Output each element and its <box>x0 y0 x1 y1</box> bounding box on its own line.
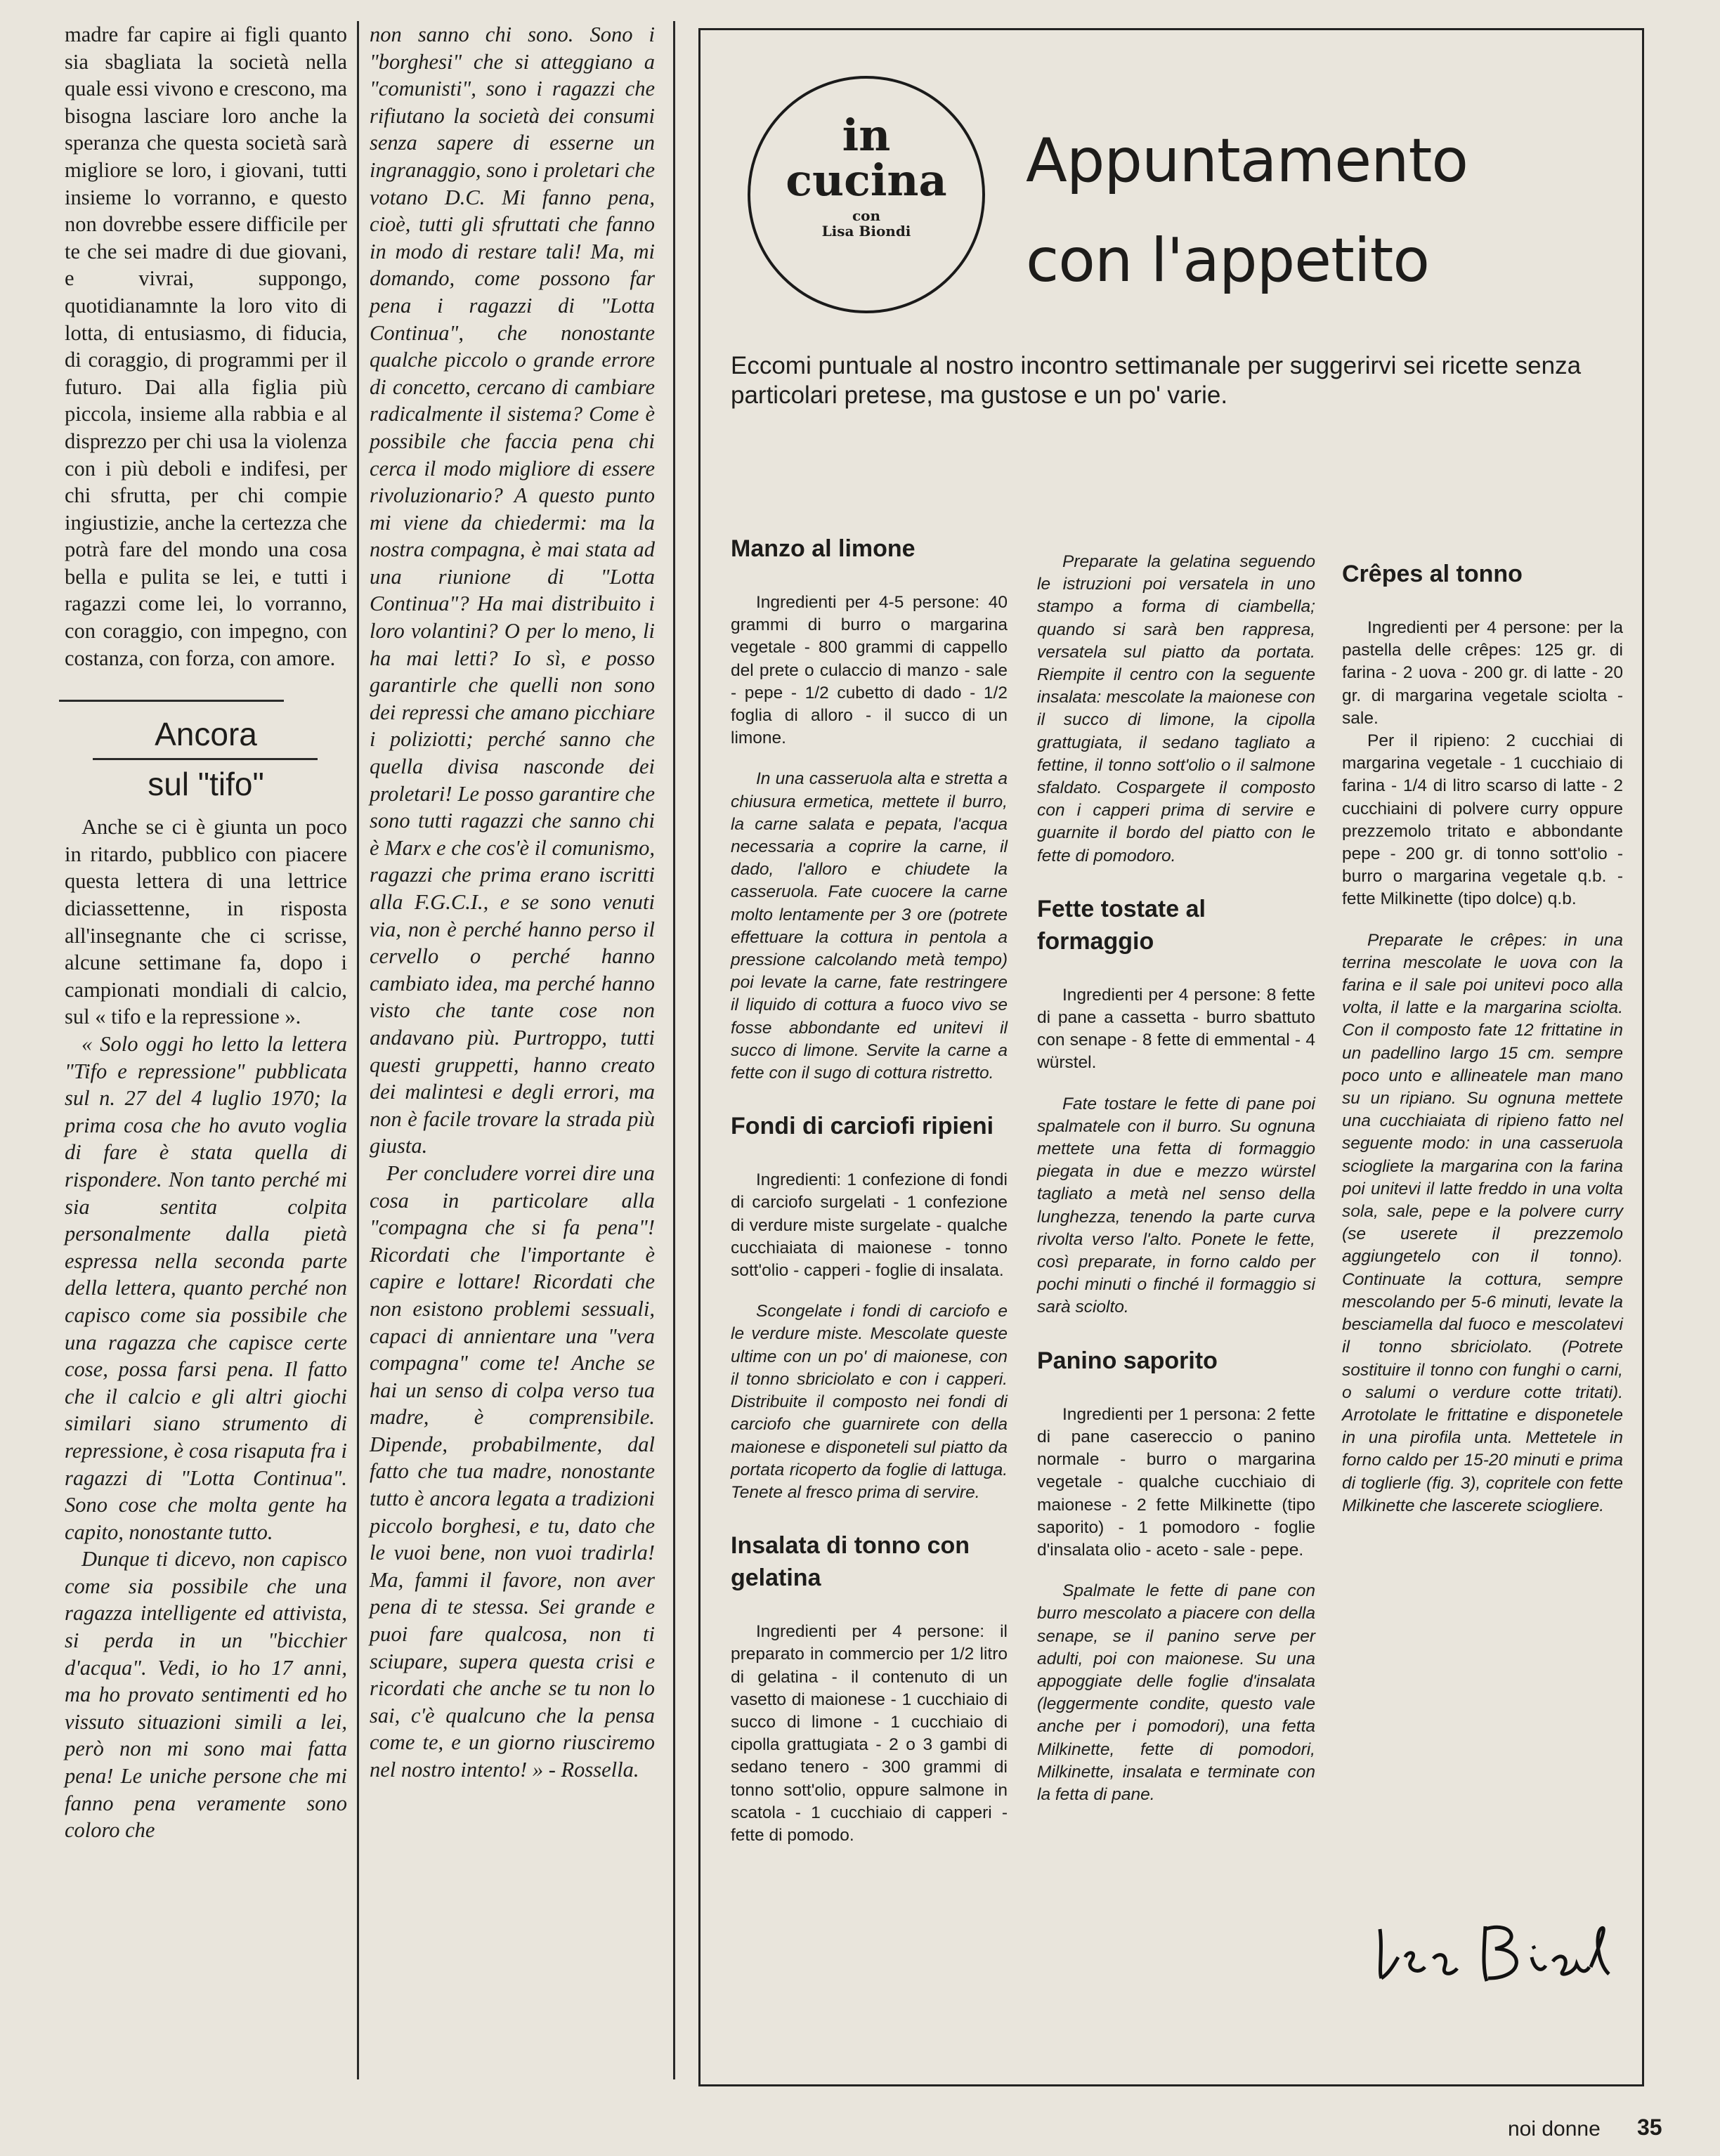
section-title-line1: Ancora <box>155 716 257 753</box>
letter-paragraph: Dunque ti dicevo, non capisco come sia possibile che una ragazza intelligente ed attivista, si perda in un "bicchier d'acqua". Vedi, io ho 17 anni, ma ho provato sentimenti ed ho vissuto situazioni simili a lei, però non mi sono mai fatta pena! Le uniche persone che mi fanno pena veramente sono coloro che <box>65 1547 347 1843</box>
recipe-column-3 <box>1342 533 1623 1517</box>
recipe-method: Scongelate i fondi di carciofo e le verdure miste. Mescolate queste ultime con un po' di maionese, con il tonno sbriciolato e con i capperi. Distribuite il composto nei fondi di carciofo che guarnirete con della maionese e disponeteli sul piatto da portata ricoperto da foglie di lattuga. Tenete al fresco prima di servire. <box>731 1302 1008 1502</box>
recipe-method: Spalmate le fette di pane con burro mescolato a piacere con della senape, se il panino serve per adulti, poi con maionese. Su una appoggiate delle foglie d'insalata (leggermente condite, questo vale anche per i pomodori), una fetta Milkinette, fette di pomodori, Milkinette, insalata e terminate con la fetta di pane. <box>1037 1581 1315 1804</box>
recipe-ingredients: Ingredienti per 1 persona: 2 fette di pane casereccio o panino normale - burro o margarina vegetale - qualche cucchiaio di maionese - 2 fette Milkinette (tipo saporito) - 1 pomodoro - foglie d'insalata olio - aceto - sale - pepe. <box>1037 1404 1315 1560</box>
recipe-ingredients: Ingredienti per 4-5 persone: 40 grammi di burro o margarina vegetale - 800 grammi di cappello del prete o culaccio di manzo - sale - pepe - 1/2 cubetto di dado - 1/2 foglia di alloro - il succo di un limone. <box>731 593 1008 748</box>
recipe-title-crepes: Crêpes al tonno <box>1342 561 1523 587</box>
logo-line1: in <box>842 110 891 161</box>
recipe-title-manzo: Manzo al limone <box>731 535 916 562</box>
recipe-column-2 <box>1037 533 1315 1806</box>
recipe-method: Preparate le crêpes: in una terrina mescolate le uova con la farina e il sale poi unitevi poco alla volta, il latte e la margarina sciolta. Con il composto fate 12 frittatine in un padellino largo 15 cm. sempre poco unto e allineatele man mano su un ripiano. Su ognuna mettete una cucchiaiata di ripieno fatto nel seguente modo: in una casseruola sciogliete la margarina con la farina poi unitevi il latte freddo in una volta sola, sale, pepe e la polvere curry (se userete il prezzemolo aggiungetelo con il tonno). Continuate la cottura, sempre mescolando per 5-6 minuti, levate la besciamella dal fuoco e mescolatevi il tonno sbriciolato. (Potrete sostituire il tonno con funghi o carni, o salumi o verdure cotte tritati). Arrotolate le frittatine e disponetele in una pirofila unta. Mettetele in forno caldo per 15-20 minuti e prima di toglierle (fig. 3), copritele con fette Milkinette che lascerete sciogliere. <box>1342 930 1623 1515</box>
section-divider <box>59 700 284 702</box>
recipe-ingredients: Per il ripieno: 2 cucchiai di margarina vegetale - 1 cucchiaio di farina - 1/4 di litro scarso di latte - 2 cucchiaini di polvere curry oppure prezzemolo tritato e abbondante pepe - 200 gr. di tonno sott'olio - burro o margarina vegetale q.b. - fette Milkinette (tipo dolce) q.b. <box>1342 731 1623 909</box>
recipe-title-fette: Fette tostate al formaggio <box>1037 895 1206 955</box>
recipe-ingredients: Ingredienti per 4 persone: per la pastella delle crêpes: 125 gr. di farina - 2 uova - 200 gr. di latte - 20 gr. di margarina vegetale sciolta - sale. <box>1342 618 1623 728</box>
section-title-rule <box>93 758 318 760</box>
signature-image <box>1366 1908 1619 1992</box>
recipe-ingredients: Ingredienti per 4 persone: 8 fette di pane a cassetta - burro sbattuto con senape - 8 fette di emmental - 4 würstel. <box>1037 985 1315 1073</box>
column-rule <box>673 21 675 2079</box>
recipe-ingredients: Ingredienti per 4 persone: il preparato in commercio per 1/2 litro di gelatina - il contenuto di un vasetto di maionese - 1 cucchiaio di succo di limone - 1 cucchiaio di cipolla grattugiata - 2 o 3 gambi di sedano tenero - 300 grammi di tonno sott'olio, oppure salmone in scatola - 1 cucchiaio di capperi - fette di pomodo. <box>731 1622 1008 1845</box>
recipe-intro: Eccomi puntuale al nostro incontro settimanale per suggerirvi sei ricette senza particolari pretese, ma gustose e un po' varie. <box>731 352 1582 409</box>
recipe-headline <box>1026 111 1630 311</box>
page-number: 35 <box>1637 2115 1662 2140</box>
letters-column-2 <box>370 21 655 1784</box>
letter-paragraph: Anche se ci è giunta un poco in ritardo, pubblico con piacere questa lettera di una lettrice diciassettenne, in risposta all'insegnante che ci scrisse, alcune settimane fa, dopo i campionati mondiali di calcio, sul « tifo e la repressione ». <box>65 815 347 1029</box>
recipe-title-carciofi: Fondi di carciofi ripieni <box>731 1113 994 1140</box>
letter-paragraph: Per concludere vorrei dire una cosa in particolare alla "compagna che si fa pena"! Ricordati che l'importante è capire e lottare! Ricordati che non esistono problemi sessuali, capaci di annientare una "vera compagna" come te! Anche se hai un senso di colpa verso tua madre, è comprensibile. Dipende, probabilmente, dal fatto che tua madre, nonostante tutto è ancora legata a tradizioni piccolo borghesi, e tu, dato che le vuoi bene, non vuoi tradirla! Ma, fammi il favore, non aver pena di te stessa. Sei grande e puoi fare qualcosa, non ti sciupare, supera questa crisi e ricordati che anche se tu non lo sai, c'è qualcuno che la pensa come te, e un giorno riusciremo nel nostro intento! » - Rossella. <box>370 1161 655 1782</box>
recipe-title-panino: Panino saporito <box>1037 1347 1218 1374</box>
recipe-column-1 <box>731 533 1008 1847</box>
in-cucina-logo <box>748 76 985 313</box>
logo-line4: Lisa Biondi <box>821 223 911 240</box>
headline-line2: con l'appetito <box>1026 226 1430 296</box>
letters-column-1 <box>65 21 347 1844</box>
logo-line2: cucina <box>786 155 947 206</box>
section-title-line2: sul "tifo" <box>148 766 264 803</box>
headline-line1: Appuntamento <box>1026 126 1468 196</box>
magazine-name: noi donne <box>1508 2117 1601 2141</box>
logo-line3: con <box>852 207 881 224</box>
letter-paragraph: madre far capire ai figli quanto sia sbagliata la società nella quale essi vivono e crescono, ma bisogna lasciare loro anche la speranza che questa società sarà migliore se loro, i giovani, tutti insieme lo vorranno, e questo non dovrebbe essere difficile per te che sei madre di due giovani, e vivrai, suppongo, quotidianamnte la loro vito di lotta, di entusiasmo, di fiducia, di coraggio, di programmi per il futuro. Dai alla figlia più piccola, insieme alla rabbia e al disprezzo per chi usa la violenza con i più deboli e indifesi, per chi sfrutta, per chi compie ingiustizie, anche la certezza che potrà fare del mondo una cosa bella e pulita se lei, e tutti i ragazzi come lei, lo vorranno, con coraggio, con impegno, con costanza, con forza, con amore. <box>65 22 347 670</box>
recipe-method: Fate tostare le fette di pane poi spalmatele con il burro. Su ognuna mettete una fetta di formaggio piegata in due e mezzo würstel tagliato a metà nel senso della lunghezza, tenendo la parte curva rivolta verso l'alto. Ponete le fette, così preparate, in forno caldo per pochi minuti o finché il formaggio si sarà sciolto. <box>1037 1094 1315 1317</box>
column-rule <box>357 21 359 2079</box>
letter-paragraph: non sanno chi sono. Sono i "borghesi" che si atteggiano a "comunisti", sono i ragazzi che rifiutano la società dei consumi senza sapere di esserne un ingranaggio, sono i proletari che votano D.C. Mi fanno pena, cioè, tutti gli sfruttati che fanno in modo di restare tali! Ma, mi domando, come possono far pena i ragazzi di "Lotta Continua", che nonostante qualche piccolo o grande errore di concetto, cercano di cambiare radicalmente il sistema? Come è possibile che faccia pena chi cerca il modo migliore di essere rivoluzionario? A questo punto mi viene da chiedermi: ma la nostra compagna, è mai stata ad una riunione di "Lotta Continua"? Ha mai distribuito i loro volantini? O per lo meno, li ha mai letti? Io sì, e posso garantirle che quelli non sono dei repressi che amano picchiare i poliziotti; perché sanno che quella divisa nasconde dei proletari! Le posso garantire che sono tutti ragazzi che sanno chi è Marx e che cos'è il comunismo, ragazzi che prima erano iscritti alla F.G.C.I., e se sono venuti via, non è perché hanno perso il cervello o perché hanno cambiato idea, ma perché hanno visto che tante cose non andavano più. Purtroppo, tutti questi gruppetti, hanno creato dei malintesi e degli errori, ma non è facile trovare la strada più giusta. <box>370 22 655 1158</box>
letter-paragraph: « Solo oggi ho letto la lettera "Tifo e repressione" pubblicata sul n. 27 del 4 luglio 1970; la prima cosa che ho avuto voglia di fare è stata quella di rispondere. Non tanto perché mi sia sentita colpita personalmente dalla pietà espressa nella seconda parte della lettera, quanto perché non capisco come sia possibile che una ragazza che capisce certe cose, possa farsi pena. Il fatto che il calcio e gli altri giochi similari siano strumento di repressione, è cosa risaputa fra i ragazzi di "Lotta Continua". Sono cose che molta gente ha capito, nonostante tutto. <box>65 1032 347 1544</box>
recipe-ingredients: Ingredienti: 1 confezione di fondi di carciofo surgelati - 1 confezione di verdure miste surgelate - qualche cucchiaiata di maionese - tonno sott'olio - capperi - foglie di insalata. <box>731 1170 1008 1281</box>
recipe-title-insalata: Insalata di tonno con gelatina <box>731 1532 970 1592</box>
recipe-method: In una casseruola alta e stretta a chiusura ermetica, mettete il burro, la carne salata e pepata, l'acqua necessaria a coprire la carne, il dado, l'alloro e chiudete la casseruola. Fate cuocere la carne molto lentamente per 3 ore (potrete effettuare la cottura in pentola a pressione calcolando metà tempo) poi levate la carne, fate restringere il liquido di cottura a fuoco vivo se fosse abbondante ed unitevi il succo di limone. Servite la carne a fette con il sugo di cottura ristretto. <box>731 769 1008 1083</box>
recipe-method: Preparate la gelatina seguendo le istruzioni poi versatela in uno stampo a forma di ciambella; quando si sarà ben rappresa, versatela sul piatto da portata. Riempite il centro con la seguente insalata: mescolate la maionese con il succo di limone, la cipolla grattugiata, il sedano tagliato a fettine, il tonno sott'olio o il salmone sfaldato. Cospargete il composto con i capperi prima di servire e guarnite il bordo del piatto con le fette di pomodoro. <box>1037 552 1315 865</box>
